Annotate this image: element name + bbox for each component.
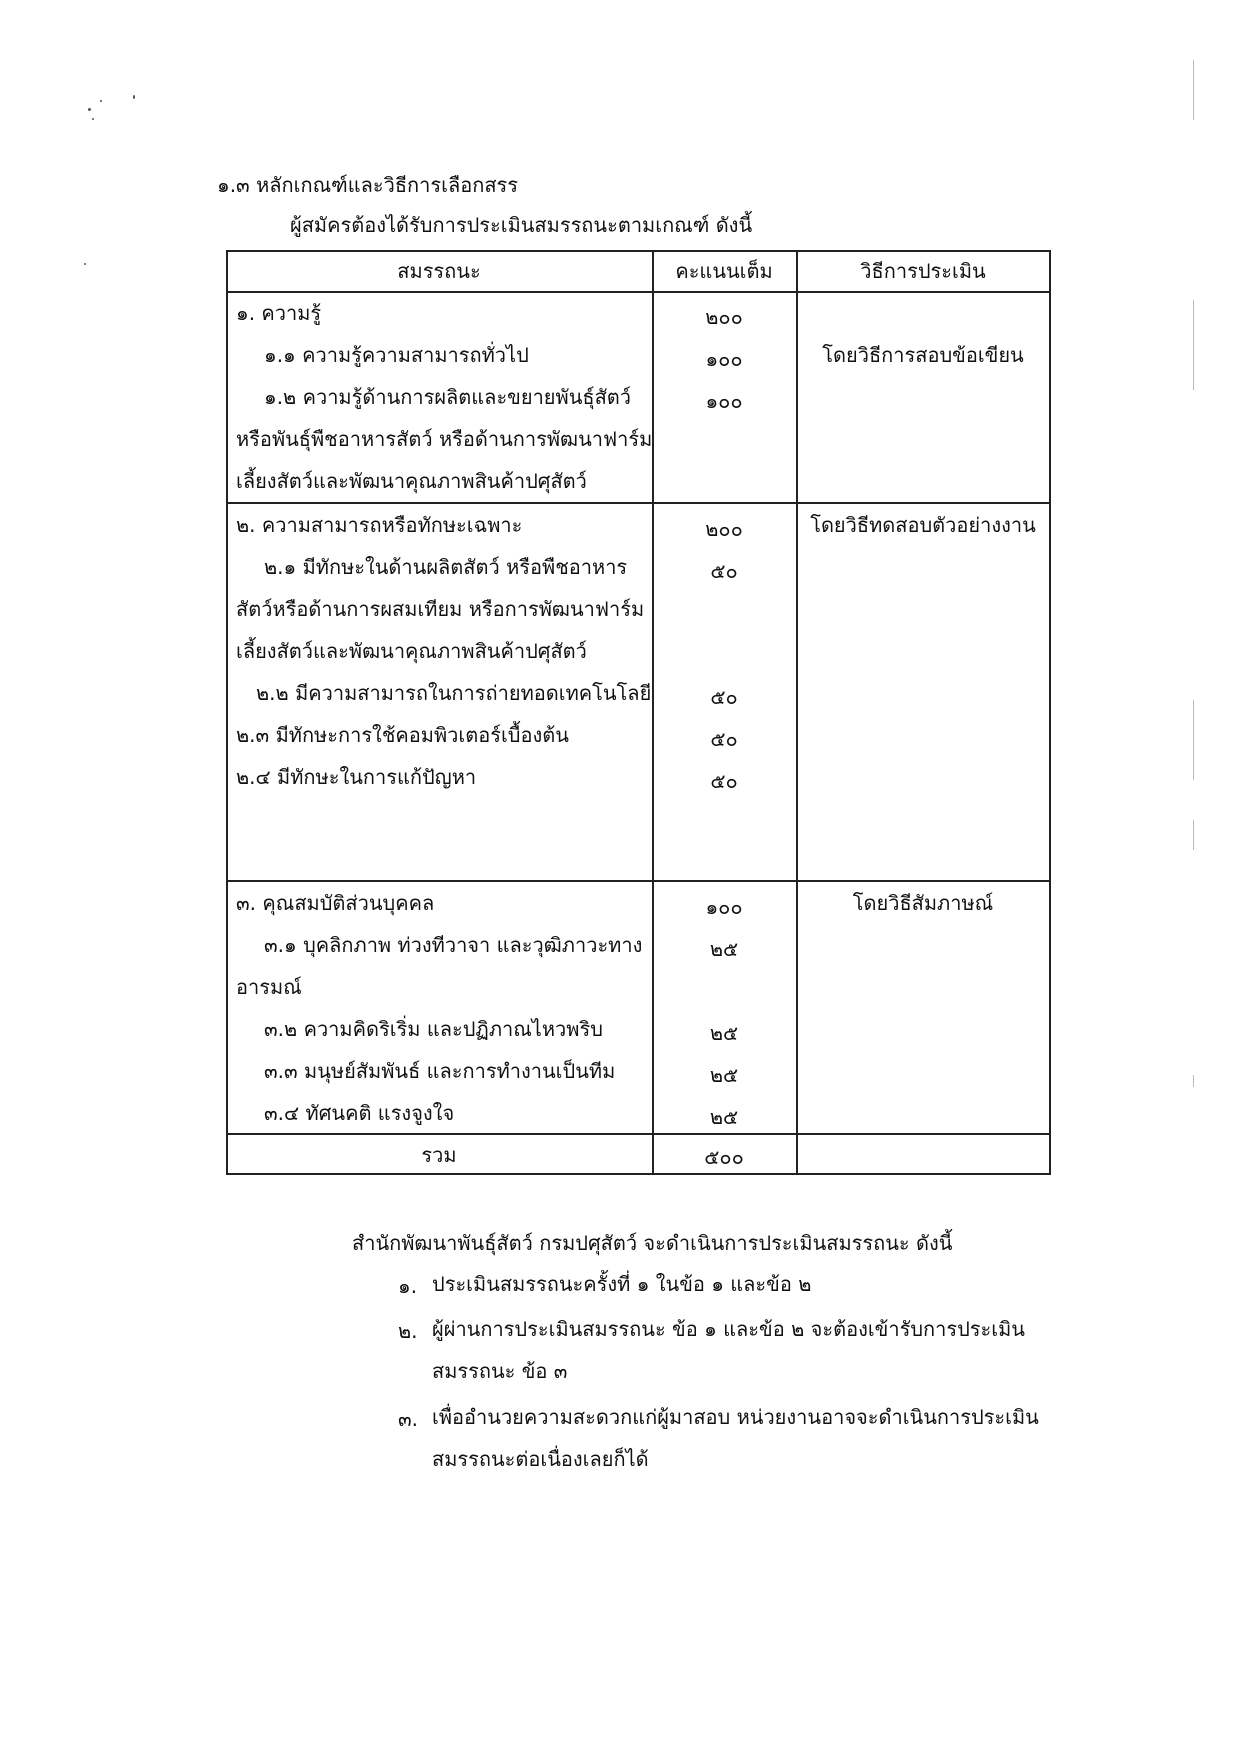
scan-speck [92,118,94,120]
row-score: ๕๐ [710,685,738,709]
section-divider [226,502,1051,504]
column-divider [652,250,654,1175]
total-label: รวม [421,1143,457,1167]
scan-speck [84,263,86,265]
closing-statement: สำนักพัฒนาพันธุ์สัตว์ กรมปศุสัตว์ จะดำเนินการประเมินสมรรถนะ ดังนี้ [352,1231,953,1255]
row-label: ๓.๒ ความคิดริเริ่ม และปฏิภาณไหวพริบ [264,1017,603,1041]
row-score: ๒๐๐ [705,517,743,541]
row-score: ๕๐ [710,769,738,793]
scan-edge-mark [1193,820,1194,850]
section-method: โดยวิธีการสอบข้อเขียน [822,343,1024,367]
row-label-continuation: เลี้ยงสัตว์และพัฒนาคุณภาพสินค้าปศุสัตว์ [236,469,587,493]
row-score: ๒๕ [709,1105,739,1129]
column-divider [796,250,798,1175]
scan-speck [100,100,102,102]
table-border-right [1049,250,1051,1175]
table-border-top [226,250,1051,252]
list-item-text: เพื่ออำนวยความสะดวกแก่ผู้มาสอบ หน่วยงานอาจจะดำเนินการประเมิน [432,1405,1039,1429]
row-label: ๑.๒ ความรู้ด้านการผลิตและขยายพันธุ์สัตว์ [264,385,632,409]
row-score: ๒๐๐ [705,305,743,329]
scan-edge-mark [1193,1075,1194,1087]
table-border-left [226,250,228,1175]
list-number: ๒. [398,1319,418,1343]
row-label-continuation: เลี้ยงสัตว์และพัฒนาคุณภาพสินค้าปศุสัตว์ [236,639,587,663]
row-label: ๓.๓ มนุษย์สัมพันธ์ และการทำงานเป็นทีม [264,1059,616,1083]
row-score: ๑๐๐ [705,389,743,413]
row-score: ๒๕ [709,1063,739,1087]
scan-edge-mark [1193,700,1194,780]
row-label: ๒.๒ มีความสามารถในการถ่ายทอดเทคโนโลยี [256,681,652,705]
row-score: ๕๐ [710,559,738,583]
intro-text: ผู้สมัครต้องได้รับการประเมินสมรรถนะตามเกณฑ์ ดังนี้ [290,213,753,237]
total-divider [226,1133,1051,1135]
scan-speck [133,95,135,99]
header-competency: สมรรถนะ [397,259,481,283]
list-item-text-continuation: สมรรถนะ ข้อ ๓ [432,1359,568,1383]
row-score: ๑๐๐ [705,895,743,919]
total-score: ๕๐๐ [704,1145,744,1169]
competency-table [226,250,1051,1175]
row-label: ๑. ความรู้ [236,301,322,325]
row-score: ๕๐ [710,727,738,751]
row-label: ๓.๑ บุคลิกภาพ ท่วงทีวาจา และวุฒิภาวะทาง [264,933,643,957]
row-label: ๑.๑ ความรู้ความสามารถทั่วไป [264,343,529,367]
row-label: ๒.๑ มีทักษะในด้านผลิตสัตว์ หรือพืชอาหาร [264,555,628,579]
section-method: โดยวิธีสัมภาษณ์ [852,891,994,915]
list-item-text-continuation: สมรรถนะต่อเนื่องเลยก็ได้ [432,1447,649,1471]
row-label: ๒.๓ มีทักษะการใช้คอมพิวเตอร์เบื้องต้น [236,723,569,747]
row-label: ๒. ความสามารถหรือทักษะเฉพาะ [236,513,523,537]
row-score: ๒๕ [709,1021,739,1045]
row-label-continuation: สัตว์หรือด้านการผสมเทียม หรือการพัฒนาฟาร์ม [236,597,645,621]
table-border-bottom [226,1173,1051,1175]
list-number: ๓. [398,1407,419,1431]
section-method: โดยวิธีทดสอบตัวอย่างงาน [810,513,1036,537]
list-number: ๑. [398,1274,418,1298]
row-score: ๒๕ [709,937,739,961]
header-full-score: คะแนนเต็ม [675,259,773,283]
header-divider [226,291,1051,293]
row-score: ๑๐๐ [705,347,743,371]
row-label-continuation: หรือพันธุ์พืชอาหารสัตว์ หรือด้านการพัฒนาฟาร์ม [236,427,653,451]
header-assessment-method: วิธีการประเมิน [860,259,986,283]
list-item-text: ผู้ผ่านการประเมินสมรรถนะ ข้อ ๑ และข้อ ๒ จะต้องเข้ารับการประเมิน [432,1317,1025,1341]
list-item-text: ประเมินสมรรถนะครั้งที่ ๑ ในข้อ ๑ และข้อ ๒ [432,1272,812,1296]
scan-edge-mark [1193,300,1194,390]
scan-speck [88,108,91,111]
row-label-continuation: อารมณ์ [236,975,302,999]
section-divider [226,880,1051,882]
row-label: ๒.๔ มีทักษะในการแก้ปัญหา [236,765,477,789]
row-label: ๓. คุณสมบัติส่วนบุคคล [236,891,435,915]
section-heading: ๑.๓ หลักเกณฑ์และวิธีการเลือกสรร [217,173,519,197]
scan-edge-mark [1193,60,1194,120]
row-label: ๓.๔ ทัศนคติ แรงจูงใจ [264,1101,455,1125]
